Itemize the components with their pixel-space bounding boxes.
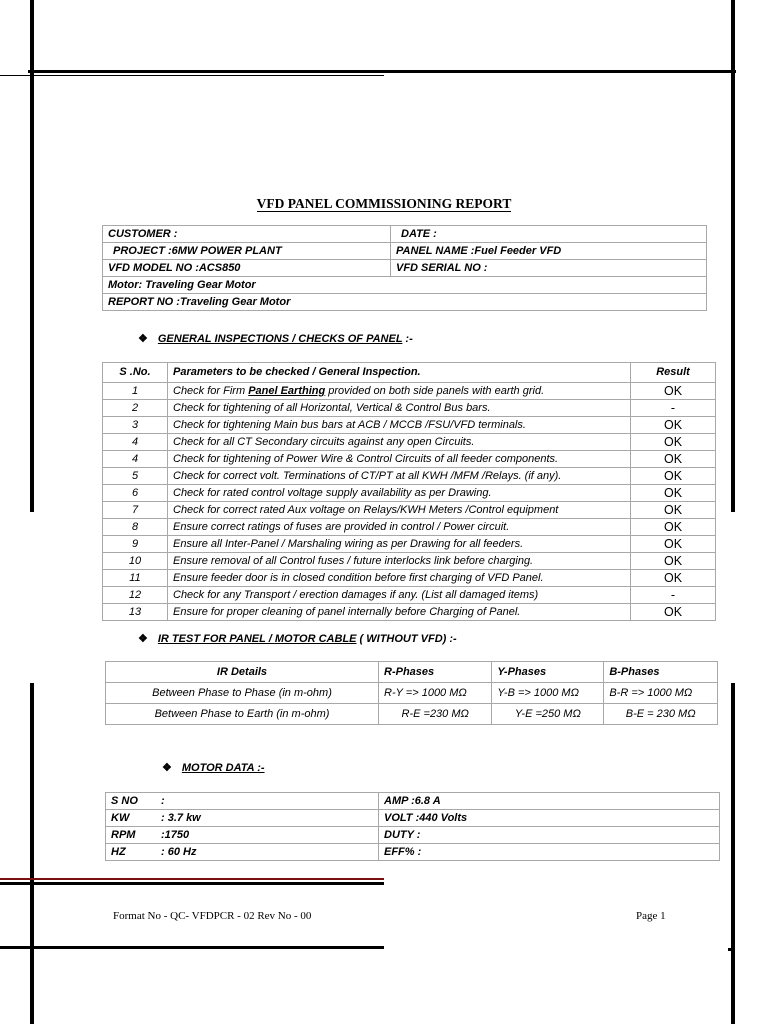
row-sno: 12 xyxy=(103,587,168,604)
frame-left-line-lower xyxy=(30,683,34,1024)
table-row xyxy=(103,400,716,417)
row-parameter: Check for correct rated Aux voltage on Relays/KWH Meters /Control equipment xyxy=(168,502,631,519)
footer-format-number: Format No - QC- VFDPCR - 02 Rev No - 00 xyxy=(113,910,312,922)
table-row xyxy=(103,485,716,502)
footer-bottom-rule-right xyxy=(728,948,734,951)
rpm-cell: RPM :1750 xyxy=(106,827,379,844)
ye-value: Y-E =250 MΩ xyxy=(492,704,604,725)
row-result: OK xyxy=(631,434,716,451)
row-sno: 4 xyxy=(103,451,168,468)
table-row xyxy=(103,519,716,536)
table-row xyxy=(103,383,716,400)
row-parameter: Check for any Transport / erection damages if any. (List all damaged items) xyxy=(168,587,631,604)
br-value: B-R => 1000 MΩ xyxy=(604,683,718,704)
sno-cell: S NO : xyxy=(106,793,379,810)
table-row xyxy=(103,570,716,587)
b-phase-header: B-Phases xyxy=(604,662,718,683)
col-sno-header: S .No. xyxy=(103,363,168,383)
table-row xyxy=(103,536,716,553)
report-no-cell: REPORT NO :Traveling Gear Motor xyxy=(103,294,707,311)
row-parameter: Check for tightening of all Horizontal, Vertical & Control Bus bars. xyxy=(168,400,631,417)
general-inspections-table xyxy=(102,362,716,621)
table-row xyxy=(103,417,716,434)
row-result: OK xyxy=(631,519,716,536)
amp-cell: AMP :6.8 A xyxy=(379,793,720,810)
be-value: B-E = 230 MΩ xyxy=(604,704,718,725)
row-sno: 7 xyxy=(103,502,168,519)
row-result: OK xyxy=(631,417,716,434)
project-cell: PROJECT :6MW POWER PLANT xyxy=(103,243,391,260)
row-result: - xyxy=(631,400,716,417)
row-result: OK xyxy=(631,383,716,400)
footer-rule xyxy=(0,882,384,885)
motor-cell: Motor: Traveling Gear Motor xyxy=(103,277,707,294)
footer-page-number: Page 1 xyxy=(636,910,666,922)
y-phase-header: Y-Phases xyxy=(492,662,604,683)
row-parameter: Check for tightening of Power Wire & Control Circuits of all feeder components. xyxy=(168,451,631,468)
table-row xyxy=(103,502,716,519)
row-parameter: Ensure correct ratings of fuses are provided in control / Power circuit. xyxy=(168,519,631,536)
row-parameter: Check for all CT Secondary circuits against any open Circuits. xyxy=(168,434,631,451)
ir-details-header: IR Details xyxy=(106,662,379,683)
row-sno: 13 xyxy=(103,604,168,621)
row-parameter: Check for correct volt. Terminations of CT/PT at all KWH /MFM /Relays. (if any). xyxy=(168,468,631,485)
row-result: OK xyxy=(631,604,716,621)
row-parameter: Ensure all Inter-Panel / Marshaling wiring as per Drawing for all feeders. xyxy=(168,536,631,553)
customer-cell: CUSTOMER : xyxy=(103,226,391,243)
phase-to-earth-label: Between Phase to Earth (in m-ohm) xyxy=(106,704,379,725)
table-row xyxy=(103,434,716,451)
row-sno: 4 xyxy=(103,434,168,451)
row-parameter: Ensure removal of all Control fuses / future interlocks link before charging. xyxy=(168,553,631,570)
row-sno: 3 xyxy=(103,417,168,434)
row-sno: 5 xyxy=(103,468,168,485)
duty-cell: DUTY : xyxy=(379,827,720,844)
motor-data-table xyxy=(105,792,720,861)
hz-cell: HZ : 60 Hz xyxy=(106,844,379,861)
header-table xyxy=(102,225,707,311)
frame-right-line xyxy=(731,0,735,512)
footer-bottom-rule xyxy=(0,946,384,949)
table-row xyxy=(103,553,716,570)
general-inspections-heading: ❖ GENERAL INSPECTIONS / CHECKS OF PANEL :- xyxy=(138,333,413,345)
row-parameter: Ensure for proper cleaning of panel internally before Charging of Panel. xyxy=(168,604,631,621)
row-sno: 9 xyxy=(103,536,168,553)
row-result: OK xyxy=(631,570,716,587)
header-rule xyxy=(28,70,736,73)
col-param-header: Parameters to be checked / General Inspection. xyxy=(168,363,631,383)
row-parameter: Check for Firm Panel Earthing provided on both side panels with earth grid. xyxy=(168,383,631,400)
ir-test-heading: ❖ IR TEST FOR PANEL / MOTOR CABLE ( WITHOUT VFD) :- xyxy=(138,633,457,645)
ry-value: R-Y => 1000 MΩ xyxy=(379,683,492,704)
r-phase-header: R-Phases xyxy=(379,662,492,683)
vfd-model-cell: VFD MODEL NO :ACS850 xyxy=(103,260,391,277)
ir-test-table xyxy=(105,661,718,725)
col-result-header: Result xyxy=(631,363,716,383)
row-result: OK xyxy=(631,553,716,570)
row-result: OK xyxy=(631,536,716,553)
re-value: R-E =230 MΩ xyxy=(379,704,492,725)
row-parameter: Check for tightening Main bus bars at ACB / MCCB /FSU/VFD terminals. xyxy=(168,417,631,434)
vfd-serial-cell: VFD SERIAL NO : xyxy=(391,260,707,277)
panel-name-cell: PANEL NAME :Fuel Feeder VFD xyxy=(391,243,707,260)
footer-rule-red xyxy=(0,878,384,880)
diamond-bullet-icon: ❖ xyxy=(138,633,148,645)
row-result: - xyxy=(631,587,716,604)
diamond-bullet-icon: ❖ xyxy=(162,762,172,774)
diamond-bullet-icon: ❖ xyxy=(138,333,148,345)
motor-data-heading: ❖ MOTOR DATA :- xyxy=(162,762,265,774)
header-rule-thin xyxy=(0,75,384,76)
kw-cell: KW : 3.7 kw xyxy=(106,810,379,827)
row-parameter: Check for rated control voltage supply availability as per Drawing. xyxy=(168,485,631,502)
table-row xyxy=(103,587,716,604)
row-result: OK xyxy=(631,485,716,502)
eff-cell: EFF% : xyxy=(379,844,720,861)
row-sno: 8 xyxy=(103,519,168,536)
row-result: OK xyxy=(631,502,716,519)
volt-cell: VOLT :440 Volts xyxy=(379,810,720,827)
report-title: VFD PANEL COMMISSIONING REPORT xyxy=(256,196,512,211)
row-sno: 6 xyxy=(103,485,168,502)
yb-value: Y-B => 1000 MΩ xyxy=(492,683,604,704)
row-result: OK xyxy=(631,451,716,468)
row-sno: 1 xyxy=(103,383,168,400)
phase-to-phase-label: Between Phase to Phase (in m-ohm) xyxy=(106,683,379,704)
table-row xyxy=(103,468,716,485)
row-parameter: Ensure feeder door is in closed condition before first charging of VFD Panel. xyxy=(168,570,631,587)
row-sno: 10 xyxy=(103,553,168,570)
table-row xyxy=(103,604,716,621)
row-result: OK xyxy=(631,468,716,485)
frame-left-line xyxy=(30,0,34,512)
date-cell: DATE : xyxy=(391,226,707,243)
frame-right-line-lower xyxy=(731,683,735,1024)
row-sno: 2 xyxy=(103,400,168,417)
row-sno: 11 xyxy=(103,570,168,587)
table-row xyxy=(103,451,716,468)
